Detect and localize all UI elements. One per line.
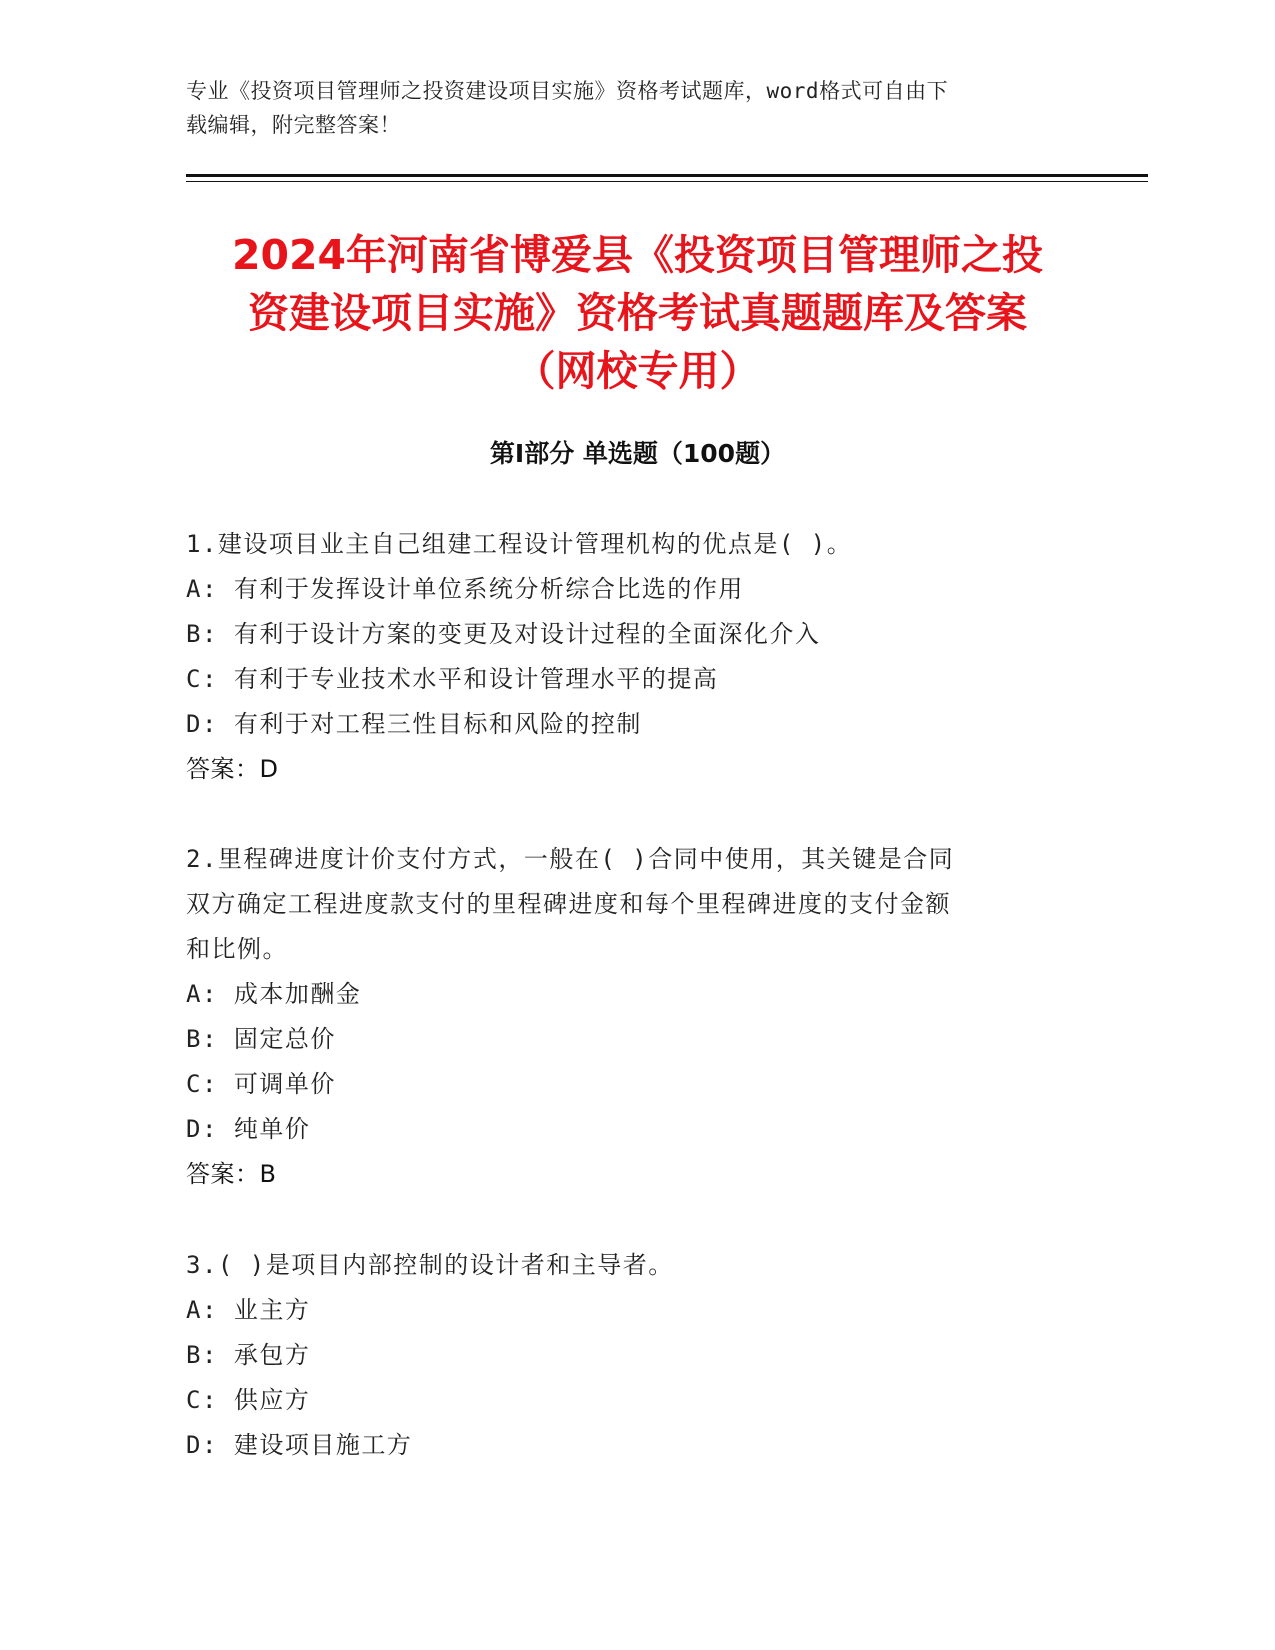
option-a: A: 业主方 xyxy=(186,1296,311,1324)
answer-label: 答案：D xyxy=(186,755,279,783)
section-heading: 第Ⅰ部分 单选题（100题） xyxy=(489,439,786,468)
header-note-line: 载编辑，附完整答案！ xyxy=(186,113,401,137)
option-b: B: 承包方 xyxy=(186,1341,311,1369)
option-c: C: 可调单价 xyxy=(186,1070,336,1098)
option-c: C: 有利于专业技术水平和设计管理水平的提高 xyxy=(186,665,719,693)
question-stem: 和比例。 xyxy=(186,935,288,963)
document-title xyxy=(150,226,1125,400)
option-d: D: 纯单价 xyxy=(186,1115,311,1143)
question-stem: 双方确定工程进度款支付的里程碑进度和每个里程碑进度的支付金额 xyxy=(186,890,951,918)
option-a: A: 成本加酬金 xyxy=(186,980,362,1008)
option-c: C: 供应方 xyxy=(186,1386,311,1414)
question-block xyxy=(186,522,1066,792)
option-b: B: 有利于设计方案的变更及对设计过程的全面深化介入 xyxy=(186,620,821,648)
option-a: A: 有利于发挥设计单位系统分析综合比选的作用 xyxy=(186,575,744,603)
header-divider-thin xyxy=(186,181,1148,182)
option-b: B: 固定总价 xyxy=(186,1025,336,1053)
title-line: 资建设项目实施》资格考试真题题库及答案 xyxy=(248,289,1027,337)
question-stem: 3.( )是项目内部控制的设计者和主导者。 xyxy=(186,1251,674,1279)
question-block xyxy=(186,837,1066,1197)
title-line: （网校专用） xyxy=(514,347,761,395)
title-line: 2024年河南省博爱县《投资项目管理师之投 xyxy=(231,231,1044,279)
header-note xyxy=(186,74,1066,142)
answer-label: 答案：B xyxy=(186,1160,277,1188)
question-stem: 1.建设项目业主自己组建工程设计管理机构的优点是( )。 xyxy=(186,530,853,558)
option-d: D: 有利于对工程三性目标和风险的控制 xyxy=(186,710,642,738)
question-stem: 2.里程碑进度计价支付方式，一般在( )合同中使用，其关键是合同 xyxy=(186,845,955,873)
header-note-line: 专业《投资项目管理师之投资建设项目实施》资格考试题库，word格式可自由下 xyxy=(186,79,949,103)
header-divider-thick xyxy=(186,174,1148,177)
question-block xyxy=(186,1243,1066,1468)
option-d: D: 建设项目施工方 xyxy=(186,1431,413,1459)
